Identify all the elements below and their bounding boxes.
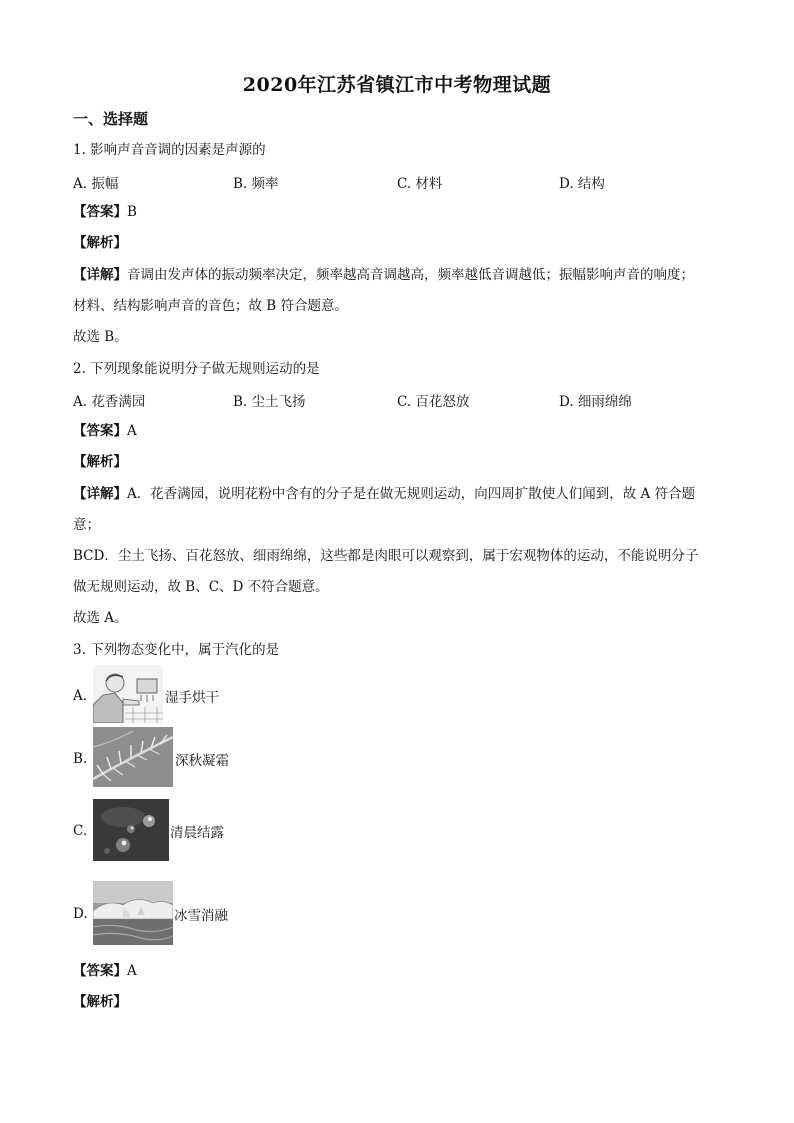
q3-option-b-letter: B. [73, 751, 88, 767]
q2-detail-line-2: 意； [73, 517, 100, 533]
q3-option-d-letter: D. [73, 906, 88, 922]
q2-conclusion: 故选 A。 [73, 610, 128, 626]
q3-analysis-tag: 【解析】 [73, 994, 127, 1010]
hand-dryer-image [93, 665, 163, 723]
q1-option-a: A. 振幅 [73, 176, 119, 192]
q3-option-c-text: 清晨结露 [170, 825, 224, 841]
q2-answer [73, 421, 137, 441]
q3-option-d-text: 冰雪消融 [174, 908, 228, 924]
q2-detail-line-4: 做无规则运动，故 B、C、D 不符合题意。 [73, 579, 329, 595]
q1-detail-line-2: 材料、结构影响声音的音色；故 B 符合题意。 [73, 298, 349, 314]
frost-image [93, 727, 173, 787]
answer-value: B [127, 204, 137, 220]
q3-option-a-text: 湿手烘干 [165, 690, 219, 706]
detail-text: A．花香满园，说明花粉中含有的分子是在做无规则运动，向四周扩散使人们闻到，故 A 符合题 [127, 486, 696, 502]
section-heading: 一、选择题 [73, 110, 149, 128]
q2-option-b: B. 尘土飞扬 [233, 394, 306, 410]
q3-answer [73, 961, 137, 981]
detail-tag: 【详解】 [73, 267, 127, 283]
q2-option-d: D. 细雨绵绵 [559, 394, 632, 410]
melting-snow-image [93, 881, 173, 945]
q1-analysis-tag: 【解析】 [73, 235, 127, 251]
question-2-stem: 2. 下列现象能说明分子做无规则运动的是 [73, 361, 320, 377]
answer-value: A [127, 963, 137, 979]
detail-tag: 【详解】 [73, 486, 127, 502]
q2-detail-line-3: BCD．尘土飞扬、百花怒放、细雨绵绵，这些都是肉眼可以观察到，属于宏观物体的运动，不能说明分子 [73, 548, 699, 564]
q3-option-c-letter: C. [73, 823, 88, 839]
q1-detail-line-1 [73, 265, 694, 285]
q2-analysis-tag: 【解析】 [73, 454, 127, 470]
q1-conclusion: 故选 B。 [73, 329, 128, 345]
question-1-stem: 1. 影响声音音调的因素是声源的 [73, 142, 266, 158]
q2-detail-line-1 [73, 484, 695, 504]
answer-tag: 【答案】 [73, 963, 127, 979]
detail-text: 音调由发声体的振动频率决定，频率越高音调越高，频率越低音调越低；振幅影响声音的响度； [127, 267, 694, 283]
question-3-stem: 3. 下列物态变化中，属于汽化的是 [73, 642, 280, 658]
answer-tag: 【答案】 [73, 204, 127, 220]
answer-value: A [127, 423, 137, 439]
q1-option-d: D. 结构 [559, 176, 605, 192]
dew-image [93, 799, 169, 861]
q2-option-c: C. 百花怒放 [397, 394, 470, 410]
q1-option-b: B. 频率 [233, 176, 279, 192]
q3-option-a-letter: A. [73, 688, 88, 704]
q1-answer [73, 202, 137, 222]
q2-option-a: A. 花香满园 [73, 394, 146, 410]
q1-option-c: C. 材料 [397, 176, 443, 192]
q3-option-b-text: 深秋凝霜 [175, 753, 229, 769]
answer-tag: 【答案】 [73, 423, 127, 439]
page-title: 2020年江苏省镇江市中考物理试题 [242, 74, 552, 96]
